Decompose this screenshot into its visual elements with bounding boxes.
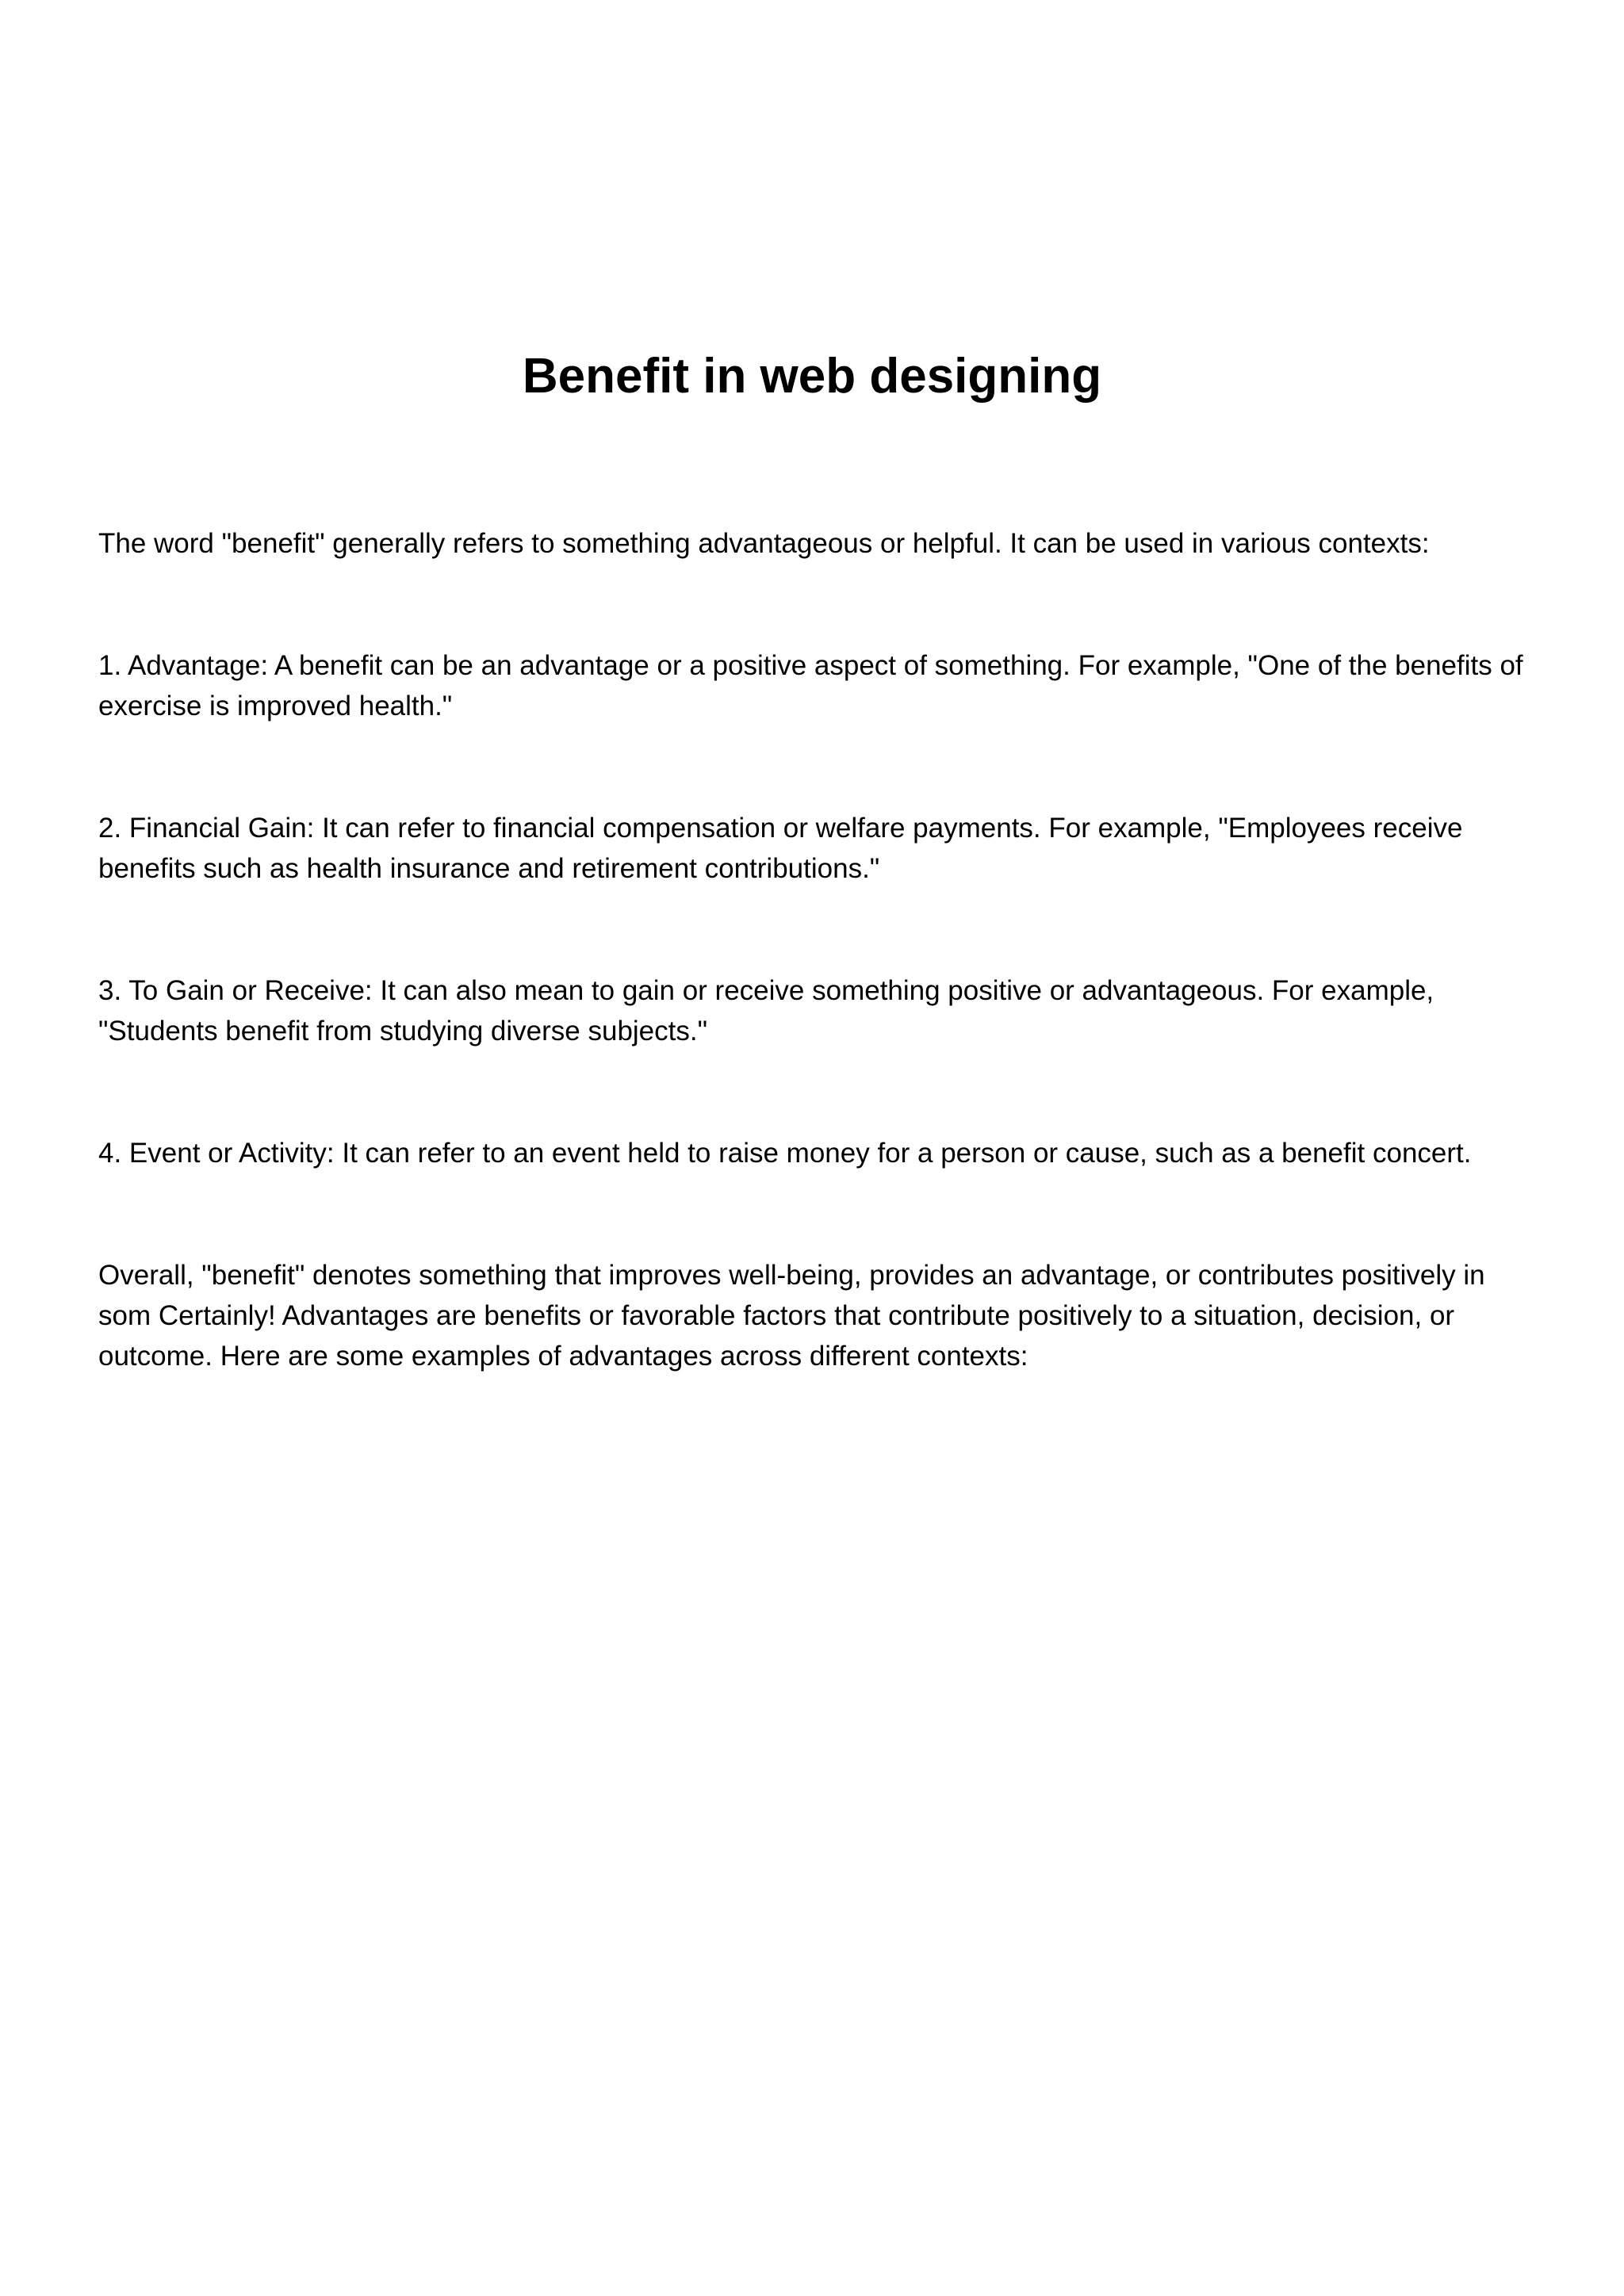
page-title: Benefit in web designing: [522, 349, 1102, 404]
intro-paragraph: The word "benefit" generally refers to something advantageous or helpful. It can be used in various contexts:: [98, 528, 1430, 559]
document-body: [98, 523, 1526, 1376]
list-item: 3. To Gain or Receive: It can also mean to gain or receive something positive or advantageous. For example, "Students benefit from studying diverse subjects.": [98, 975, 1434, 1047]
list-item: 2. Financial Gain: It can refer to financial compensation or welfare payments. For example, "Employees receive benefits such as health insurance and retirement contributions.": [98, 813, 1463, 884]
list-item: 1. Advantage: A benefit can be an advantage or a positive aspect of something. For example, "One of the benefits of exercise is improved health.": [98, 650, 1523, 721]
list-item: 4. Event or Activity: It can refer to an event held to raise money for a person or cause, such as a benefit concert.: [98, 1138, 1472, 1169]
conclusion-paragraph: Overall, "benefit" denotes something that improves well-being, provides an advantage, or contributes positively in som Certainly! Advantages are benefits or favorable factors that contribute positively to a situation, decision, or outcome. Here are some examples of advantages across different contexts:: [98, 1260, 1485, 1372]
